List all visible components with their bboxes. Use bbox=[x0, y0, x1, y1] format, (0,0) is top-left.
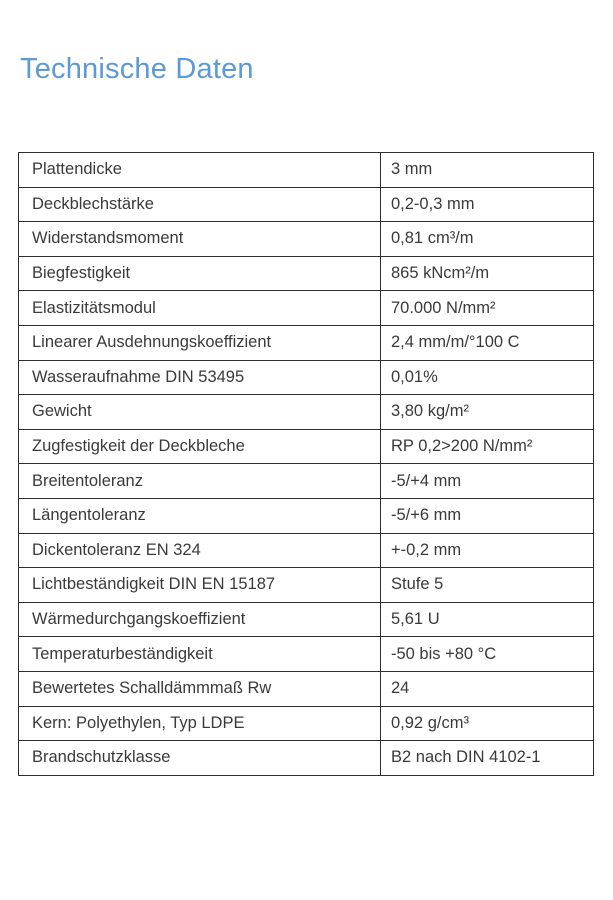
property-label: Kern: Polyethylen, Typ LDPE bbox=[19, 706, 381, 741]
property-value: 70.000 N/mm² bbox=[381, 291, 594, 326]
property-value: 0,01% bbox=[381, 360, 594, 395]
property-value: 5,61 U bbox=[381, 602, 594, 637]
property-label: Linearer Ausdehnungskoeffizient bbox=[19, 325, 381, 360]
property-value: -50 bis +80 °C bbox=[381, 637, 594, 672]
property-label: Biegfestigkeit bbox=[19, 256, 381, 291]
property-value: -5/+6 mm bbox=[381, 498, 594, 533]
table-row bbox=[19, 568, 594, 603]
property-value: +-0,2 mm bbox=[381, 533, 594, 568]
property-label: Bewertetes Schalldämmmaß Rw bbox=[19, 671, 381, 706]
table-row bbox=[19, 637, 594, 672]
table-row bbox=[19, 533, 594, 568]
table-row bbox=[19, 153, 594, 188]
table-row bbox=[19, 464, 594, 499]
property-value: 0,81 cm³/m bbox=[381, 222, 594, 257]
table-row bbox=[19, 498, 594, 533]
table-row bbox=[19, 360, 594, 395]
property-label: Elastizitätsmodul bbox=[19, 291, 381, 326]
table-row bbox=[19, 256, 594, 291]
property-value: -5/+4 mm bbox=[381, 464, 594, 499]
property-value: 0,2-0,3 mm bbox=[381, 187, 594, 222]
property-value: 865 kNcm²/m bbox=[381, 256, 594, 291]
property-label: Widerstandsmoment bbox=[19, 222, 381, 257]
technical-data-table bbox=[18, 152, 594, 776]
property-value: 24 bbox=[381, 671, 594, 706]
table-row bbox=[19, 602, 594, 637]
page-title: Technische Daten bbox=[20, 53, 254, 85]
property-label: Lichtbeständigkeit DIN EN 15187 bbox=[19, 568, 381, 603]
property-value: 3,80 kg/m² bbox=[381, 395, 594, 430]
property-label: Plattendicke bbox=[19, 153, 381, 188]
table-row bbox=[19, 187, 594, 222]
table-row bbox=[19, 429, 594, 464]
table-row bbox=[19, 222, 594, 257]
property-label: Deckblechstärke bbox=[19, 187, 381, 222]
property-label: Dickentoleranz EN 324 bbox=[19, 533, 381, 568]
table-body bbox=[19, 153, 594, 776]
property-value: 3 mm bbox=[381, 153, 594, 188]
property-label: Zugfestigkeit der Deckbleche bbox=[19, 429, 381, 464]
property-value: 2,4 mm/m/°100 C bbox=[381, 325, 594, 360]
property-label: Längentoleranz bbox=[19, 498, 381, 533]
table-row bbox=[19, 671, 594, 706]
table-row bbox=[19, 741, 594, 776]
property-label: Wasseraufnahme DIN 53495 bbox=[19, 360, 381, 395]
table-row bbox=[19, 291, 594, 326]
property-value: B2 nach DIN 4102-1 bbox=[381, 741, 594, 776]
property-value: RP 0,2>200 N/mm² bbox=[381, 429, 594, 464]
property-label: Brandschutzklasse bbox=[19, 741, 381, 776]
property-label: Gewicht bbox=[19, 395, 381, 430]
table-row bbox=[19, 325, 594, 360]
property-value: Stufe 5 bbox=[381, 568, 594, 603]
property-value: 0,92 g/cm³ bbox=[381, 706, 594, 741]
property-label: Breitentoleranz bbox=[19, 464, 381, 499]
property-label: Temperaturbeständigkeit bbox=[19, 637, 381, 672]
property-label: Wärmedurchgangskoeffizient bbox=[19, 602, 381, 637]
table-row bbox=[19, 395, 594, 430]
table-row bbox=[19, 706, 594, 741]
